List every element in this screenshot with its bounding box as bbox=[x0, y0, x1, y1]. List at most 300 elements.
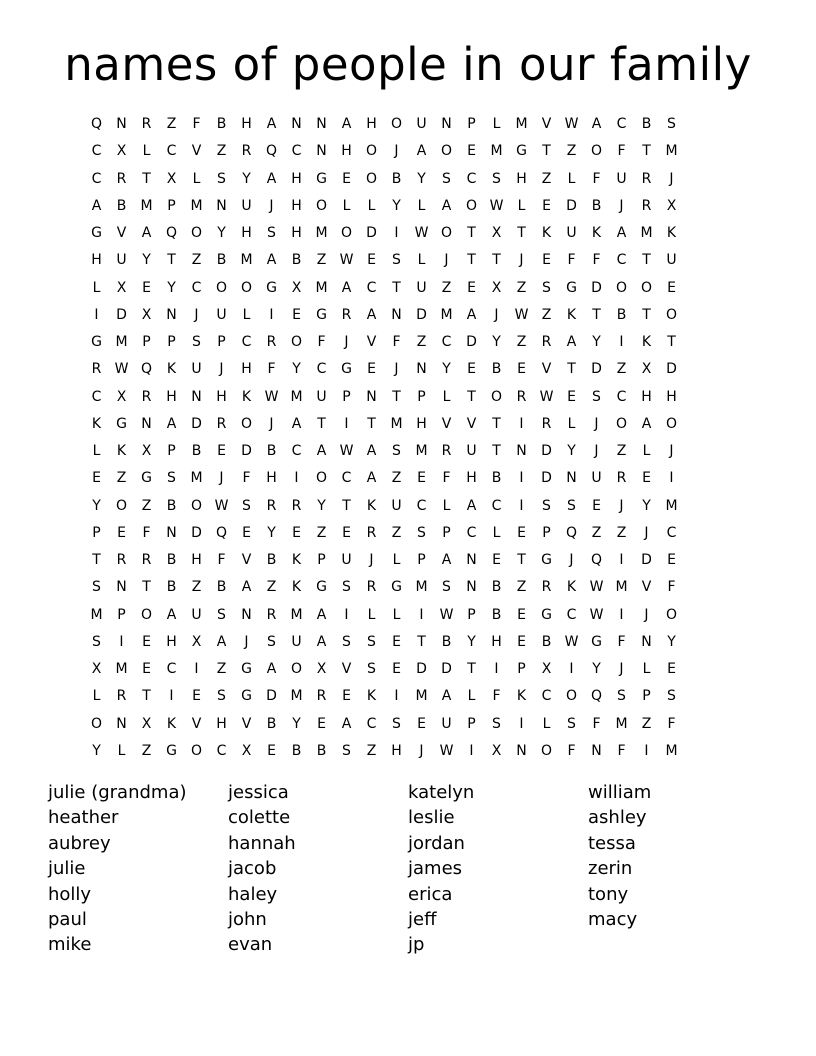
grid-letter: V bbox=[541, 116, 552, 133]
grid-row bbox=[84, 138, 734, 165]
grid-letter: U bbox=[216, 306, 227, 323]
grid-letter: A bbox=[341, 116, 352, 133]
grid-letter: B bbox=[216, 252, 227, 269]
grid-letter: J bbox=[644, 606, 649, 623]
grid-letter: T bbox=[392, 279, 401, 296]
grid-letter: Y bbox=[567, 443, 576, 460]
grid-letter: J bbox=[194, 306, 199, 323]
grid-letter: I bbox=[119, 633, 124, 650]
grid-row bbox=[84, 493, 734, 520]
grid-letter: K bbox=[166, 715, 177, 732]
grid-letter: P bbox=[467, 606, 476, 623]
grid-letter: U bbox=[416, 116, 427, 133]
grid-letter: I bbox=[469, 742, 474, 759]
grid-row bbox=[84, 711, 734, 738]
grid-letter: Y bbox=[292, 715, 301, 732]
grid-letter: G bbox=[91, 334, 102, 351]
grid-letter: C bbox=[166, 661, 177, 678]
grid-letter: M bbox=[315, 225, 328, 242]
grid-letter: M bbox=[190, 470, 203, 487]
grid-letter: G bbox=[166, 742, 177, 759]
grid-letter: M bbox=[665, 497, 678, 514]
grid-letter: W bbox=[514, 306, 529, 323]
grid-letter: M bbox=[240, 252, 253, 269]
grid-letter: I bbox=[569, 661, 574, 678]
grid-letter: S bbox=[167, 470, 176, 487]
grid-letter: G bbox=[591, 633, 602, 650]
grid-letter: E bbox=[142, 279, 151, 296]
grid-letter: R bbox=[266, 334, 277, 351]
grid-letter: G bbox=[241, 688, 252, 705]
grid-letter: K bbox=[366, 688, 377, 705]
grid-letter: O bbox=[365, 143, 378, 160]
word-list-item: hannah bbox=[228, 832, 296, 854]
grid-letter: G bbox=[316, 306, 327, 323]
grid-letter: B bbox=[166, 552, 177, 569]
grid-letter: E bbox=[317, 715, 326, 732]
grid-letter: N bbox=[116, 116, 127, 133]
grid-letter: J bbox=[594, 415, 599, 432]
grid-letter: B bbox=[491, 606, 502, 623]
grid-letter: O bbox=[565, 688, 578, 705]
grid-letter: W bbox=[339, 252, 354, 269]
grid-letter: R bbox=[516, 388, 527, 405]
grid-letter: C bbox=[191, 279, 202, 296]
grid-letter: S bbox=[342, 579, 351, 596]
word-list-item: aubrey bbox=[48, 832, 111, 854]
grid-letter: Z bbox=[616, 443, 627, 460]
grid-letter: L bbox=[642, 443, 651, 460]
grid-letter: M bbox=[390, 415, 403, 432]
grid-letter: M bbox=[290, 606, 303, 623]
grid-letter: A bbox=[441, 197, 452, 214]
grid-letter: H bbox=[491, 633, 502, 650]
grid-letter: U bbox=[291, 633, 302, 650]
grid-letter: V bbox=[366, 334, 377, 351]
grid-letter: P bbox=[517, 661, 526, 678]
grid-row bbox=[84, 193, 734, 220]
grid-letter: C bbox=[291, 143, 302, 160]
grid-letter: W bbox=[264, 388, 279, 405]
grid-letter: O bbox=[215, 279, 228, 296]
grid-letter: Z bbox=[141, 497, 152, 514]
grid-letter: G bbox=[541, 606, 552, 623]
grid-letter: S bbox=[442, 579, 451, 596]
grid-letter: X bbox=[541, 661, 552, 678]
grid-letter: A bbox=[316, 633, 327, 650]
grid-letter: P bbox=[117, 606, 126, 623]
grid-row bbox=[84, 683, 734, 710]
grid-letter: B bbox=[391, 170, 402, 187]
grid-letter: H bbox=[241, 116, 252, 133]
word-column bbox=[228, 780, 408, 958]
grid-letter: M bbox=[415, 579, 428, 596]
grid-letter: G bbox=[141, 470, 152, 487]
grid-letter: S bbox=[617, 688, 626, 705]
grid-letter: E bbox=[92, 470, 101, 487]
grid-letter: V bbox=[441, 415, 452, 432]
grid-letter: O bbox=[240, 279, 253, 296]
grid-letter: O bbox=[390, 116, 403, 133]
grid-letter: J bbox=[244, 633, 249, 650]
word-bank bbox=[48, 780, 788, 958]
grid-letter: L bbox=[417, 252, 426, 269]
grid-letter: U bbox=[341, 552, 352, 569]
grid-letter: I bbox=[94, 306, 99, 323]
grid-letter: J bbox=[219, 470, 224, 487]
grid-letter: F bbox=[192, 116, 201, 133]
grid-letter: A bbox=[341, 715, 352, 732]
grid-letter: R bbox=[366, 524, 377, 541]
grid-letter: B bbox=[216, 579, 227, 596]
grid-letter: Z bbox=[316, 252, 327, 269]
grid-letter: F bbox=[592, 252, 601, 269]
grid-letter: D bbox=[566, 197, 577, 214]
grid-letter: R bbox=[541, 415, 552, 432]
grid-letter: M bbox=[115, 661, 128, 678]
grid-row bbox=[84, 629, 734, 656]
grid-letter: C bbox=[616, 116, 627, 133]
grid-letter: G bbox=[566, 279, 577, 296]
grid-letter: U bbox=[241, 197, 252, 214]
grid-letter: F bbox=[667, 715, 676, 732]
grid-letter: S bbox=[267, 225, 276, 242]
grid-letter: I bbox=[269, 306, 274, 323]
grid-letter: E bbox=[517, 606, 526, 623]
grid-letter: Z bbox=[191, 579, 202, 596]
grid-letter: P bbox=[342, 388, 351, 405]
grid-letter: T bbox=[542, 143, 551, 160]
grid-letter: S bbox=[667, 688, 676, 705]
grid-letter: G bbox=[541, 552, 552, 569]
grid-letter: U bbox=[441, 715, 452, 732]
grid-letter: H bbox=[241, 225, 252, 242]
grid-letter: H bbox=[216, 388, 227, 405]
grid-letter: H bbox=[666, 388, 677, 405]
grid-letter: J bbox=[619, 661, 624, 678]
grid-letter: C bbox=[291, 443, 302, 460]
grid-letter: I bbox=[419, 606, 424, 623]
grid-letter: Y bbox=[642, 497, 651, 514]
grid-letter: S bbox=[542, 279, 551, 296]
grid-letter: K bbox=[541, 225, 552, 242]
grid-letter: P bbox=[167, 197, 176, 214]
grid-letter: H bbox=[291, 197, 302, 214]
grid-letter: T bbox=[567, 361, 576, 378]
grid-letter: O bbox=[665, 415, 678, 432]
grid-letter: L bbox=[492, 524, 501, 541]
grid-letter: U bbox=[116, 252, 127, 269]
word-list-item: julie bbox=[48, 858, 86, 880]
grid-letter: F bbox=[592, 715, 601, 732]
grid-letter: I bbox=[169, 688, 174, 705]
grid-letter: W bbox=[439, 742, 454, 759]
grid-letter: L bbox=[417, 197, 426, 214]
grid-row bbox=[84, 356, 734, 383]
grid-letter: N bbox=[516, 742, 527, 759]
grid-letter: S bbox=[392, 715, 401, 732]
grid-letter: L bbox=[367, 197, 376, 214]
grid-letter: A bbox=[316, 606, 327, 623]
grid-letter: R bbox=[141, 116, 152, 133]
letter-grid bbox=[84, 111, 734, 765]
grid-letter: W bbox=[589, 606, 604, 623]
grid-letter: S bbox=[442, 170, 451, 187]
grid-letter: P bbox=[167, 334, 176, 351]
grid-letter: D bbox=[116, 306, 127, 323]
grid-letter: N bbox=[116, 715, 127, 732]
grid-letter: G bbox=[391, 579, 402, 596]
grid-letter: R bbox=[116, 552, 127, 569]
grid-letter: U bbox=[616, 170, 627, 187]
grid-row bbox=[84, 656, 734, 683]
grid-letter: J bbox=[394, 361, 399, 378]
grid-letter: Y bbox=[142, 252, 151, 269]
grid-letter: G bbox=[341, 361, 352, 378]
grid-letter: E bbox=[592, 497, 601, 514]
word-list-item: julie (grandma) bbox=[48, 782, 187, 803]
grid-letter: L bbox=[142, 143, 151, 160]
grid-letter: H bbox=[266, 470, 277, 487]
grid-row bbox=[84, 465, 734, 492]
grid-letter: F bbox=[142, 524, 151, 541]
word-list-item: leslie bbox=[408, 807, 455, 829]
grid-letter: R bbox=[116, 688, 127, 705]
grid-letter: A bbox=[641, 415, 652, 432]
grid-letter: L bbox=[492, 116, 501, 133]
grid-letter: X bbox=[91, 661, 102, 678]
grid-letter: M bbox=[615, 579, 628, 596]
grid-letter: B bbox=[266, 715, 277, 732]
grid-letter: J bbox=[619, 497, 624, 514]
grid-letter: X bbox=[491, 225, 502, 242]
grid-letter: F bbox=[392, 334, 401, 351]
grid-letter: F bbox=[617, 143, 626, 160]
grid-letter: B bbox=[441, 633, 452, 650]
grid-letter: H bbox=[641, 388, 652, 405]
grid-letter: T bbox=[367, 415, 376, 432]
grid-letter: A bbox=[616, 225, 627, 242]
grid-letter: R bbox=[116, 170, 127, 187]
grid-letter: N bbox=[441, 116, 452, 133]
grid-letter: S bbox=[92, 579, 101, 596]
grid-letter: D bbox=[591, 279, 602, 296]
word-list-item: colette bbox=[228, 807, 291, 829]
grid-letter: E bbox=[342, 170, 351, 187]
grid-letter: N bbox=[466, 552, 477, 569]
grid-letter: E bbox=[467, 143, 476, 160]
grid-letter: Y bbox=[242, 170, 251, 187]
grid-letter: F bbox=[317, 334, 326, 351]
grid-letter: S bbox=[592, 388, 601, 405]
grid-letter: Y bbox=[92, 742, 101, 759]
grid-letter: Z bbox=[566, 143, 577, 160]
grid-letter: E bbox=[467, 361, 476, 378]
grid-row bbox=[84, 302, 734, 329]
grid-letter: P bbox=[317, 552, 326, 569]
grid-letter: K bbox=[166, 361, 177, 378]
grid-letter: R bbox=[216, 415, 227, 432]
grid-letter: K bbox=[516, 688, 527, 705]
grid-letter: O bbox=[640, 279, 653, 296]
grid-letter: T bbox=[667, 334, 676, 351]
grid-letter: T bbox=[467, 661, 476, 678]
grid-letter: S bbox=[217, 170, 226, 187]
grid-letter: E bbox=[417, 470, 426, 487]
grid-letter: C bbox=[416, 497, 427, 514]
grid-letter: Y bbox=[592, 661, 601, 678]
grid-letter: A bbox=[366, 306, 377, 323]
grid-letter: S bbox=[367, 661, 376, 678]
grid-letter: K bbox=[591, 225, 602, 242]
grid-letter: A bbox=[366, 443, 377, 460]
word-list-item: william bbox=[588, 782, 652, 803]
grid-letter: D bbox=[366, 225, 377, 242]
grid-letter: T bbox=[492, 443, 501, 460]
grid-letter: H bbox=[366, 116, 377, 133]
grid-letter: M bbox=[315, 279, 328, 296]
grid-letter: J bbox=[344, 334, 349, 351]
word-list-item: zerin bbox=[588, 858, 633, 880]
grid-letter: J bbox=[519, 252, 524, 269]
grid-letter: T bbox=[642, 306, 651, 323]
grid-letter: A bbox=[241, 579, 252, 596]
grid-letter: E bbox=[667, 661, 676, 678]
grid-letter: X bbox=[116, 279, 127, 296]
grid-letter: I bbox=[619, 606, 624, 623]
grid-letter: V bbox=[191, 715, 202, 732]
grid-letter: A bbox=[266, 170, 277, 187]
grid-letter: U bbox=[416, 279, 427, 296]
grid-letter: Z bbox=[216, 143, 227, 160]
grid-letter: T bbox=[467, 388, 476, 405]
grid-letter: C bbox=[491, 497, 502, 514]
grid-letter: N bbox=[591, 742, 602, 759]
grid-letter: Z bbox=[541, 306, 552, 323]
grid-letter: U bbox=[391, 497, 402, 514]
grid-letter: Q bbox=[565, 524, 578, 541]
grid-letter: G bbox=[316, 170, 327, 187]
grid-letter: Z bbox=[166, 116, 177, 133]
grid-letter: O bbox=[190, 497, 203, 514]
grid-letter: H bbox=[466, 470, 477, 487]
grid-letter: F bbox=[617, 742, 626, 759]
grid-letter: R bbox=[266, 497, 277, 514]
grid-letter: H bbox=[166, 388, 177, 405]
grid-letter: O bbox=[190, 225, 203, 242]
grid-letter: E bbox=[567, 388, 576, 405]
grid-letter: R bbox=[291, 497, 302, 514]
grid-letter: M bbox=[665, 742, 678, 759]
word-list-item: tessa bbox=[588, 832, 636, 854]
grid-letter: A bbox=[316, 443, 327, 460]
grid-letter: S bbox=[567, 715, 576, 732]
grid-letter: T bbox=[417, 633, 426, 650]
grid-letter: S bbox=[492, 715, 501, 732]
grid-letter: A bbox=[216, 633, 227, 650]
grid-letter: X bbox=[116, 143, 127, 160]
grid-letter: E bbox=[342, 524, 351, 541]
grid-letter: L bbox=[517, 197, 526, 214]
grid-letter: S bbox=[492, 170, 501, 187]
grid-letter: E bbox=[292, 524, 301, 541]
grid-letter: E bbox=[517, 633, 526, 650]
grid-letter: J bbox=[494, 306, 499, 323]
grid-letter: C bbox=[91, 143, 102, 160]
grid-row bbox=[84, 111, 734, 138]
grid-letter: V bbox=[241, 715, 252, 732]
grid-letter: R bbox=[141, 552, 152, 569]
grid-letter: E bbox=[417, 715, 426, 732]
grid-letter: K bbox=[641, 334, 652, 351]
grid-letter: X bbox=[316, 661, 327, 678]
grid-letter: D bbox=[241, 443, 252, 460]
grid-letter: T bbox=[517, 552, 526, 569]
grid-letter: M bbox=[115, 334, 128, 351]
grid-letter: R bbox=[241, 143, 252, 160]
grid-letter: C bbox=[616, 252, 627, 269]
word-list-item: james bbox=[408, 858, 463, 880]
grid-letter: Q bbox=[165, 225, 178, 242]
grid-letter: F bbox=[492, 688, 501, 705]
grid-letter: E bbox=[667, 279, 676, 296]
grid-letter: B bbox=[491, 579, 502, 596]
grid-letter: R bbox=[541, 334, 552, 351]
grid-letter: V bbox=[466, 415, 477, 432]
grid-letter: B bbox=[266, 552, 277, 569]
word-list-item: holly bbox=[48, 883, 92, 905]
grid-letter: Z bbox=[591, 524, 602, 541]
grid-letter: Z bbox=[191, 252, 202, 269]
grid-letter: L bbox=[92, 443, 101, 460]
grid-letter: F bbox=[442, 470, 451, 487]
grid-letter: O bbox=[615, 415, 628, 432]
grid-letter: H bbox=[216, 715, 227, 732]
grid-letter: B bbox=[616, 306, 627, 323]
grid-letter: T bbox=[142, 170, 151, 187]
grid-letter: P bbox=[417, 388, 426, 405]
grid-letter: E bbox=[467, 279, 476, 296]
grid-letter: K bbox=[291, 579, 302, 596]
grid-letter: B bbox=[166, 497, 177, 514]
grid-letter: W bbox=[539, 388, 554, 405]
grid-letter: P bbox=[467, 715, 476, 732]
grid-letter: M bbox=[290, 388, 303, 405]
grid-letter: D bbox=[191, 524, 202, 541]
grid-letter: M bbox=[665, 143, 678, 160]
grid-letter: P bbox=[467, 116, 476, 133]
grid-letter: C bbox=[216, 742, 227, 759]
grid-letter: S bbox=[392, 252, 401, 269]
grid-letter: N bbox=[641, 633, 652, 650]
grid-letter: Z bbox=[516, 579, 527, 596]
grid-letter: Z bbox=[541, 170, 552, 187]
grid-letter: C bbox=[166, 143, 177, 160]
grid-letter: T bbox=[167, 252, 176, 269]
word-list-item: erica bbox=[408, 883, 453, 905]
grid-letter: H bbox=[91, 252, 102, 269]
grid-letter: R bbox=[316, 688, 327, 705]
word-column bbox=[48, 780, 228, 958]
grid-row bbox=[84, 384, 734, 411]
grid-letter: L bbox=[92, 688, 101, 705]
grid-letter: I bbox=[394, 225, 399, 242]
grid-letter: A bbox=[266, 252, 277, 269]
grid-letter: N bbox=[241, 606, 252, 623]
grid-letter: I bbox=[619, 334, 624, 351]
grid-letter: X bbox=[141, 715, 152, 732]
grid-letter: X bbox=[191, 633, 202, 650]
